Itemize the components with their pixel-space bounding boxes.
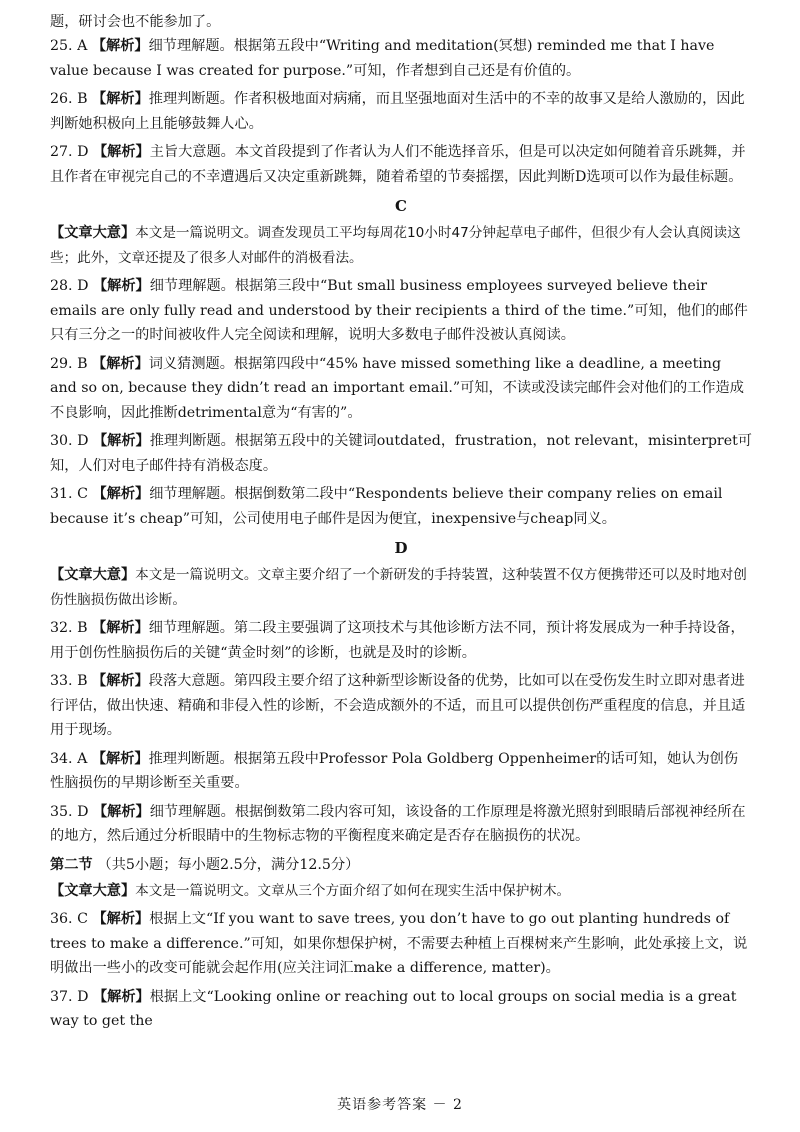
answer-entry-29 xyxy=(50,352,752,426)
article-summary-c xyxy=(50,221,752,270)
answer-explanation: 推理判断题。根据第五段中Professor Pola Goldberg Oppenheimer的话可知，她认为创伤性脑损伤的早期诊断至关重要。 xyxy=(50,750,739,791)
answer-explanation: 细节理解题。根据第三段中“But small business employees surveyed believe their emails are only fully read and understood by their recipients a third of the time.”可知，他们的邮件只有三分之一的时间被收件人完全阅读和理解，说明大多数电子邮件没被认真阅读。 xyxy=(50,278,748,343)
summary-tag: 【文章大意】 xyxy=(50,567,136,583)
answer-explanation: 根据上文“If you want to save trees, you don’t have to go out planting hundreds of trees to make a difference.”可知，如果你想保护树，不需要去种植上百棵树来产生影响，此处承接上文，说明做出一些小的改变可能就会起作用(应关注词汇make a difference, matter)。 xyxy=(50,911,748,976)
answer-explanation: 细节理解题。根据第五段中“Writing and meditation(冥想) reminded me that I have value because I was created for purpose.”可知，作者想到自己还是有价值的。 xyxy=(50,38,715,79)
answer-explanation: 推理判断题。根据第五段中的关键词outdated，frustration，not relevant，misinterpret可知，人们对电子邮件持有消极态度。 xyxy=(50,433,752,474)
page-footer: 英语参考答案 － 2 xyxy=(337,1097,463,1113)
summary-tag: 【文章大意】 xyxy=(50,225,136,241)
analysis-tag: 【解析】 xyxy=(92,620,149,636)
answer-entry-25 xyxy=(50,34,752,83)
analysis-tag: 【解析】 xyxy=(92,433,150,449)
answer-explanation: 段落大意题。第四段主要介绍了这种新型诊断设备的优势，比如可以在受伤发生时立即对患者进行评估，做出快速、精确和非侵入性的诊断，不会造成额外的不适，而且可以提供创伤严重程度的信息，并且适用于现场。 xyxy=(50,673,746,738)
analysis-tag: 【解析】 xyxy=(92,486,150,502)
answer-entry-27 xyxy=(50,140,752,189)
summary-text: 本文是一篇说明文。文章从三个方面介绍了如何在现实生活中保护树木。 xyxy=(135,882,571,899)
answer-number: 31. C xyxy=(50,486,88,502)
answer-explanation: 推理判断题。作者积极地面对病痛，而且坚强地面对生活中的不幸的故事又是给人激励的，因此判断她积极向上且能够鼓舞人心。 xyxy=(50,91,745,132)
answer-number: 34. A xyxy=(50,750,88,767)
answer-explanation: 细节理解题。根据倒数第二段内容可知，该设备的工作原理是将激光照射到眼睛后部视神经所在的地方，然后通过分析眼睛中的生物标志物的平衡程度来确定是否存在脑损伤的状况。 xyxy=(50,803,746,844)
answer-number: 28. D xyxy=(50,278,89,294)
answer-number: 32. B xyxy=(50,620,88,636)
answer-entry-26 xyxy=(50,87,752,136)
answer-entry-33 xyxy=(50,669,752,743)
part-two-detail: （共5小题；每小题2.5分，满分12.5分） xyxy=(97,856,360,873)
answer-number: 25. A xyxy=(50,38,88,54)
answer-explanation: 根据上文“Looking online or reaching out to local groups on social media is a great way to get the xyxy=(50,988,737,1029)
section-heading-d: D xyxy=(394,539,408,557)
carryover-text: 题，研讨会也不能参加了。 xyxy=(50,14,221,30)
summary-tag: 【文章大意】 xyxy=(50,882,136,899)
analysis-tag: 【解析】 xyxy=(92,803,150,820)
answer-number: 35. D xyxy=(50,803,89,820)
article-summary-d xyxy=(50,563,752,612)
analysis-tag: 【解析】 xyxy=(92,988,150,1005)
answer-number: 37. D xyxy=(50,988,89,1005)
answer-entry-32 xyxy=(50,616,752,665)
section-heading-c: C xyxy=(395,197,407,215)
analysis-tag: 【解析】 xyxy=(92,144,150,160)
answer-explanation: 主旨大意题。本文首段提到了作者认为人们不能选择音乐，但是可以决定如何随着音乐跳舞，并且作者在审视完自己的不幸遭遇后又决定重新跳舞，随着希望的节奏摇摆，因此判断D选项可以作为最佳标题。 xyxy=(50,144,746,185)
answer-number: 30. D xyxy=(50,433,89,449)
answer-explanation: 细节理解题。根据倒数第二段中“Respondents believe their company relies on email because it’s cheap”可知，公司使用电子邮件是因为便宜，inexpensive与cheap同义。 xyxy=(50,486,723,527)
analysis-tag: 【解析】 xyxy=(92,355,149,372)
answer-explanation: 词义猜测题。根据第四段中“45% have missed something like a deadline, a meeting and so on, because they didn’t read an important email.”可知，不读或没读完邮件会对他们的工作造成不良影响，因此推断detrimental意为“有害的”。 xyxy=(50,355,744,421)
part-two-heading xyxy=(50,853,752,877)
analysis-tag: 【解析】 xyxy=(92,673,149,689)
analysis-tag: 【解析】 xyxy=(92,278,150,294)
analysis-tag: 【解析】 xyxy=(91,750,149,767)
answer-number: 36. C xyxy=(50,911,88,927)
analysis-tag: 【解析】 xyxy=(91,38,149,54)
answer-explanation: 细节理解题。第二段主要强调了这项技术与其他诊断方法不同，预计将发展成为一种手持设备，用于创伤性脑损伤后的关键“黄金时刻”的诊断，也就是及时的诊断。 xyxy=(50,620,745,661)
summary-text: 本文是一篇说明文。文章主要介绍了一个新研发的手持装置，这种装置不仅方便携带还可以及时地对创伤性脑损伤做出诊断。 xyxy=(50,567,747,608)
answer-entry-37 xyxy=(50,985,752,1034)
answer-entry-30 xyxy=(50,429,752,478)
answer-entry-35 xyxy=(50,800,752,849)
answer-number: 29. B xyxy=(50,355,88,372)
analysis-tag: 【解析】 xyxy=(92,91,149,107)
article-summary-part-two xyxy=(50,879,752,904)
analysis-tag: 【解析】 xyxy=(92,911,150,927)
answer-entry-36 xyxy=(50,907,752,981)
answer-number: 26. B xyxy=(50,91,88,107)
answer-number: 33. B xyxy=(50,673,88,689)
part-two-title: 第二节 xyxy=(50,856,93,873)
answer-number: 27. D xyxy=(50,144,89,160)
summary-text: 本文是一篇说明文。调查发现员工平均每周花10小时47分钟起草电子邮件，但很少有人会认真阅读这些；此外，文章还提及了很多人对邮件的消极看法。 xyxy=(50,225,741,266)
answer-entry-34 xyxy=(50,747,752,796)
answer-entry-28 xyxy=(50,274,752,348)
answer-entry-31 xyxy=(50,482,752,531)
